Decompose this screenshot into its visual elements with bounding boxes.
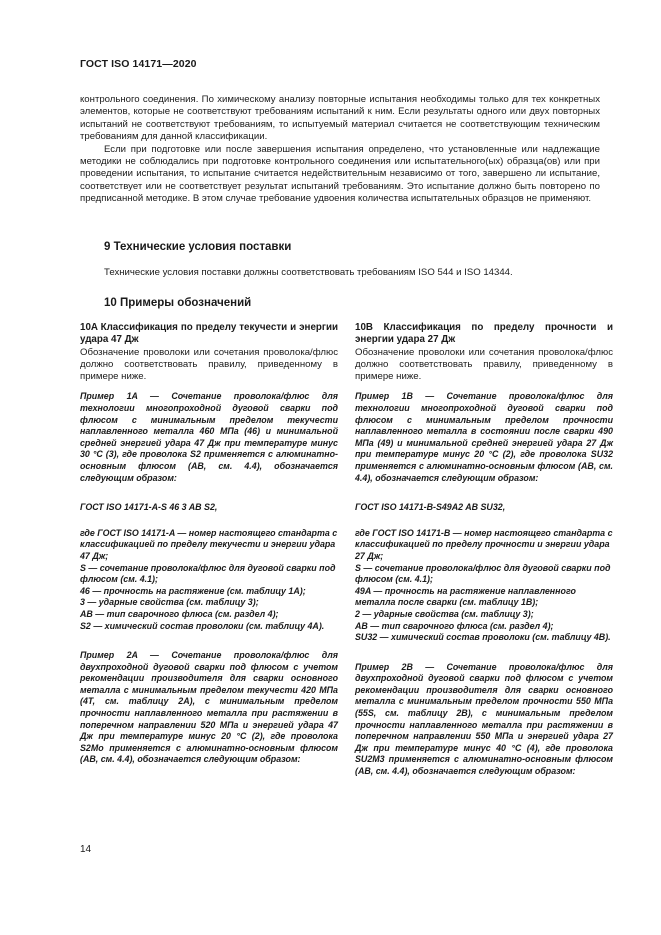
legend-item: где ГОСТ ISO 14171-B — номер настоящего стандарта с классификацией по пределу прочности и энергии удара 27 Дж; bbox=[355, 527, 613, 561]
column-10a-heading: 10A Классификация по пределу текучести и энергии удара 47 Дж bbox=[80, 322, 338, 346]
designation-1b-legend bbox=[355, 528, 613, 644]
column-10b-heading: 10B Классификация по пределу прочности и энергии удара 27 Дж bbox=[355, 322, 613, 346]
section-10-title: 10 Примеры обозначений bbox=[104, 297, 252, 309]
designation-1a: ГОСТ ISO 14171-A-S 46 3 AB S2, bbox=[80, 502, 218, 513]
example-1a: Пример 1A — Сочетание проволока/флюс для технологии многопроходной дуговой сварки под флюсом с минимальным пределом текучести наплавленного металла 460 МПа (46) и минимальной средней энергией удара 47 Дж при температуре минус 30 °C (3), где проволока S2 применяется с алюминатно-основным флюсом (AB, см. 4.4), обозначается следующим образом: bbox=[80, 391, 338, 483]
example-1b: Пример 1B — Сочетание проволока/флюс для технологии многопроходной дуговой сварки под флюсом с минимальным пределом прочности наплавленного металла в состоянии после сварки 490 МПа (49) и минимальной средней энергией удара 27 Дж при температуре минус 20 °C (2), где проволока SU32 применяется с алюминатно-основным флюсом (AB, см. 4.4), обозначается следующим образом: bbox=[355, 391, 613, 483]
legend-item: AB — тип сварочного флюса (см. раздел 4); bbox=[80, 608, 279, 619]
legend-item: 46 — прочность на растяжение (см. таблицу 1A); bbox=[80, 585, 306, 596]
legend-item: 3 — ударные свойства (см. таблицу 3); bbox=[80, 597, 259, 608]
legend-item: 49A — прочность на растяжение наплавленного металла после сварки (см. таблицу 1B); bbox=[355, 585, 576, 608]
intro-text bbox=[80, 94, 600, 206]
section-9-title: 9 Технические условия поставки bbox=[104, 241, 292, 253]
column-10b bbox=[355, 322, 613, 778]
legend-item: где ГОСТ ISO 14171-A — номер настоящего стандарта с классификацией по пределу текучести и энергии удара 47 Дж; bbox=[80, 527, 338, 561]
document-header: ГОСТ ISO 14171—2020 bbox=[80, 58, 197, 70]
example-2a: Пример 2A — Сочетание проволока/флюс для двухпроходной дуговой сварки под флюсом с учетом рекомендации производителя для сварки основного металла с минимальным пределом текучести 420 МПа (4T, см. таблицу 2A), с минимальным пределом прочности наплавленного металла при растяжении в поперечном направлении 520 МПа и энергией удара 47 Дж при температуре минус 20 °C (2), где проволока S2Mo применяется с алюминатно-основным флюсом (AB, см. 4.4), обозначается следующим образом: bbox=[80, 650, 338, 765]
intro-paragraph-1: контрольного соединения. По химическому анализу повторные испытания необходимы только для тех конкретных элементов, которые не соответствуют требованиям испытаний к ним. Если результаты одного или двух повторных испытаний не соответствуют требованиям, то испытуемый материал считается не соответствующим техническим требованиям для данной классификации. bbox=[80, 94, 600, 143]
legend-item: AB — тип сварочного флюса (см. раздел 4); bbox=[355, 620, 554, 631]
page-number: 14 bbox=[80, 844, 92, 855]
example-2b: Пример 2B — Сочетание проволока/флюс для двухпроходной дуговой сварки под флюсом с учетом рекомендации производителя для сварки основного металла с минимальным пределом прочности 550 МПа (55S, см. таблицу 2B), с минимальным пределом прочности наплавленного металла при растяжении в поперечном направлении 550 МПа и энергией удара 27 Дж при температуре минус 40 °C (4), где проволока SU2M3 применяется с алюминатно-основным флюсом (AB, см. 4.4), обозначается следующим образом: bbox=[355, 661, 613, 777]
legend-item: 2 — ударные свойства (см. таблицу 3); bbox=[355, 608, 534, 619]
column-10a bbox=[80, 322, 338, 766]
column-10b-intro: Обозначение проволоки или сочетания проволока/флюс должно соответствовать правилу, приведенному в примере ниже. bbox=[355, 346, 613, 383]
section-9-text: Технические условия поставки должны соответствовать требованиям ISO 544 и ISO 14344. bbox=[104, 267, 513, 278]
designation-1b: ГОСТ ISO 14171-B-S49A2 AB SU32, bbox=[355, 502, 506, 513]
legend-item: S2 — химический состав проволоки (см. таблицу 4A). bbox=[80, 620, 325, 631]
legend-item: S — сочетание проволока/флюс для дуговой сварки под флюсом (см. 4.1); bbox=[80, 562, 336, 585]
legend-item: S — сочетание проволока/флюс для дуговой сварки под флюсом (см. 4.1); bbox=[355, 562, 611, 585]
legend-item: SU32 — химический состав проволоки (см. таблицу 4B). bbox=[355, 632, 611, 643]
intro-paragraph-2: Если при подготовке или после завершения испытания определено, что установленные или надлежащие методики не соблюдались при подготовке контрольного соединения или испытательного(ых) образца(ов) или при проведении испытания, то испытание считается недействительным независимо от того, завершено ли испытание, соответствует или не соответствует результат испытаний требованиям. Это испытание должно быть повторено по предписанной методике. В этом случае требование удвоения количества испытательных образцов не применяют. bbox=[80, 143, 600, 205]
designation-1a-legend bbox=[80, 528, 338, 632]
column-10a-intro: Обозначение проволоки или сочетания проволока/флюс должно соответствовать правилу, приведенному в примере ниже. bbox=[80, 346, 338, 383]
